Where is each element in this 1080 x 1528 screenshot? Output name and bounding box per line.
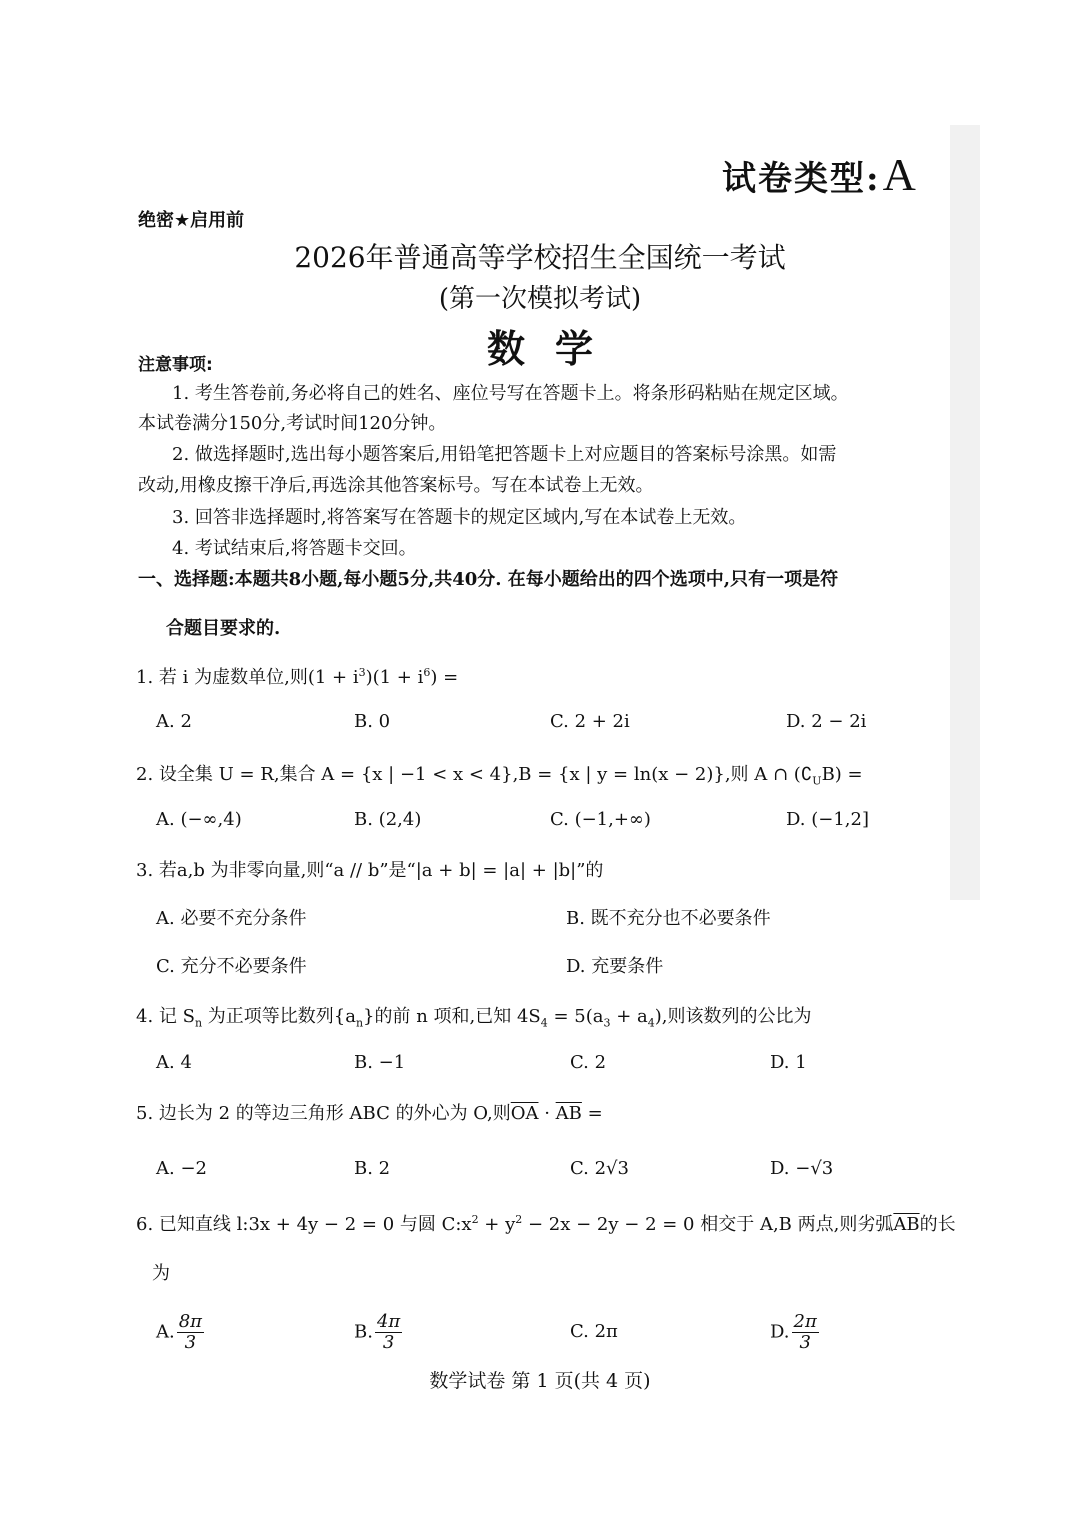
q6-text-b: + y <box>478 1214 516 1235</box>
q6-option-d-fraction <box>792 1312 819 1353</box>
exam-type <box>722 148 918 201</box>
q2-text: 2. 设全集 U = R,集合 A = {x | −1 < x < 4},B = {x | y = ln(x − 2)},则 A ∩ (∁ <box>136 764 813 785</box>
q5-option-d: D. −√3 <box>770 1158 834 1179</box>
q4-option-c: C. 2 <box>570 1052 607 1073</box>
q3-option-d: D. 充要条件 <box>566 956 664 977</box>
exam-type-letter: A <box>882 149 918 200</box>
section-heading-2: 合题目要求的. <box>166 618 281 639</box>
q6-option-b-label: B. <box>354 1321 373 1343</box>
exam-type-label: 试卷类型: <box>722 159 881 199</box>
q1-text-c: ) = <box>430 667 459 688</box>
question-1-stem <box>136 663 458 689</box>
q5-option-b: B. 2 <box>354 1158 391 1179</box>
q6-option-d-label: D. <box>770 1321 790 1343</box>
q5-text-b: = <box>581 1103 603 1124</box>
q6-option-d <box>770 1312 819 1353</box>
q6-option-b <box>354 1312 402 1353</box>
q6-text-c: − 2x − 2y − 2 = 0 相交于 A,B 两点,则劣弧 <box>522 1214 894 1235</box>
q2-option-d: D. (−1,2] <box>786 809 869 830</box>
q6-option-b-fraction <box>375 1312 402 1353</box>
notice-line-1: 1. 考生答卷前,务必将自己的姓名、座位号写在答题卡上。将条形码粘贴在规定区域。 <box>172 383 849 404</box>
q4-option-b: B. −1 <box>354 1052 406 1073</box>
q6-b-numerator: 4π <box>376 1311 401 1332</box>
q4-sub-n: n <box>194 1016 203 1030</box>
q6-a-denominator: 3 <box>184 1331 197 1353</box>
q4-text-d: = 5(a <box>547 1006 604 1027</box>
q5-option-a: A. −2 <box>156 1158 207 1179</box>
question-6-stem-line-2: 为 <box>152 1263 170 1284</box>
question-3-stem: 3. 若a,b 为非零向量,则“a // b”是“|a + b| = |a| + |b|”的 <box>136 860 604 881</box>
exam-title: 2026年普通高等学校招生全国统一考试 <box>294 241 786 274</box>
page-footer: 数学试卷 第 1 页(共 4 页) <box>429 1370 651 1392</box>
question-2-stem <box>136 760 863 788</box>
notice-line-4: 改动,用橡皮擦干净后,再选涂其他答案标号。写在本试卷上无效。 <box>138 475 654 496</box>
q3-option-a: A. 必要不充分条件 <box>156 908 307 929</box>
q6-d-numerator: 2π <box>793 1311 817 1332</box>
question-6-stem <box>136 1210 956 1236</box>
q1-option-b: B. 0 <box>354 711 391 732</box>
q6-option-a-fraction <box>177 1312 204 1353</box>
q6-d-denominator: 3 <box>799 1331 811 1353</box>
notice-line-5: 3. 回答非选择题时,将答案写在答题卡的规定区域内,写在本试卷上无效。 <box>172 507 747 528</box>
q4-sub-n2: n <box>355 1016 364 1030</box>
subject-title: 数学 <box>486 326 623 371</box>
q6-arc-ab: $\overline{AB}$ <box>893 1214 920 1235</box>
q2-option-a: A. (−∞,4) <box>156 809 242 830</box>
q6-text-d: 的长 <box>919 1214 956 1235</box>
q6-b-denominator: 3 <box>382 1331 395 1353</box>
q1-option-c: C. 2 + 2i <box>550 711 630 732</box>
q2-option-b: B. (2,4) <box>354 809 422 830</box>
q4-text-c: }的前 n 项和,已知 4S <box>363 1006 541 1027</box>
exam-subtitle: (第一次模拟考试) <box>438 284 642 314</box>
q3-option-b: B. 既不充分也不必要条件 <box>566 908 771 929</box>
q6-text-a: 6. 已知直线 l:3x + 4y − 2 = 0 与圆 C:x <box>136 1214 472 1235</box>
q6-sup-a: 2 <box>471 1213 479 1226</box>
q1-sup-2: 6 <box>423 666 431 679</box>
q5-vector-oa: $\overline{OA}$ <box>510 1103 539 1124</box>
q6-sup-b: 2 <box>515 1213 523 1226</box>
notice-line-2: 本试卷满分150分,考试时间120分钟。 <box>138 413 447 434</box>
q2-sub: U <box>812 774 822 788</box>
q4-text-a: 4. 记 S <box>136 1006 195 1027</box>
q6-a-numerator: 8π <box>178 1311 203 1332</box>
question-5-stem <box>136 1099 603 1125</box>
q4-sub-4: 4 <box>540 1016 548 1030</box>
q4-sub-4b: 4 <box>647 1016 655 1030</box>
notice-line-3: 2. 做选择题时,选出每小题答案后,用铅笔把答题卡上对应题目的答案标号涂黑。如需 <box>172 444 837 465</box>
q1-text-b: )(1 + i <box>365 667 424 688</box>
q1-option-a: A. 2 <box>156 711 192 732</box>
secret-label: 绝密★启用前 <box>138 210 245 231</box>
q4-sub-3: 3 <box>603 1016 611 1030</box>
question-4-stem <box>136 1002 812 1030</box>
q5-option-c: C. 2√3 <box>570 1158 629 1179</box>
q6-option-c: C. 2π <box>570 1321 618 1342</box>
q1-sup-1: 3 <box>358 666 366 679</box>
q6-option-a-label: A. <box>156 1321 175 1343</box>
q6-option-a <box>156 1312 204 1353</box>
q5-dot: · <box>538 1103 556 1124</box>
notice-title: 注意事项: <box>138 355 213 375</box>
q4-text-b: 为正项等比数列{a <box>202 1006 356 1027</box>
q5-vector-ab: $\overline{AB}$ <box>555 1103 582 1124</box>
q4-text-e: + a <box>610 1006 648 1027</box>
q5-text-a: 5. 边长为 2 的等边三角形 ABC 的外心为 O,则 <box>136 1103 511 1124</box>
q1-text-a: 1. 若 i 为虚数单位,则(1 + i <box>136 667 359 688</box>
q2-option-c: C. (−1,+∞) <box>550 809 651 830</box>
q4-option-d: D. 1 <box>770 1052 807 1073</box>
section-heading-1: 一、选择题:本题共8小题,每小题5分,共40分. 在每小题给出的四个选项中,只有一项是符 <box>138 569 839 590</box>
q1-option-d: D. 2 − 2i <box>786 711 867 732</box>
q4-option-a: A. 4 <box>156 1052 192 1073</box>
notice-line-6: 4. 考试结束后,将答题卡交回。 <box>172 538 417 559</box>
q2-text-end: B) = <box>821 764 863 785</box>
q4-text-f: ),则该数列的公比为 <box>654 1006 812 1027</box>
q3-option-c: C. 充分不必要条件 <box>156 956 307 977</box>
